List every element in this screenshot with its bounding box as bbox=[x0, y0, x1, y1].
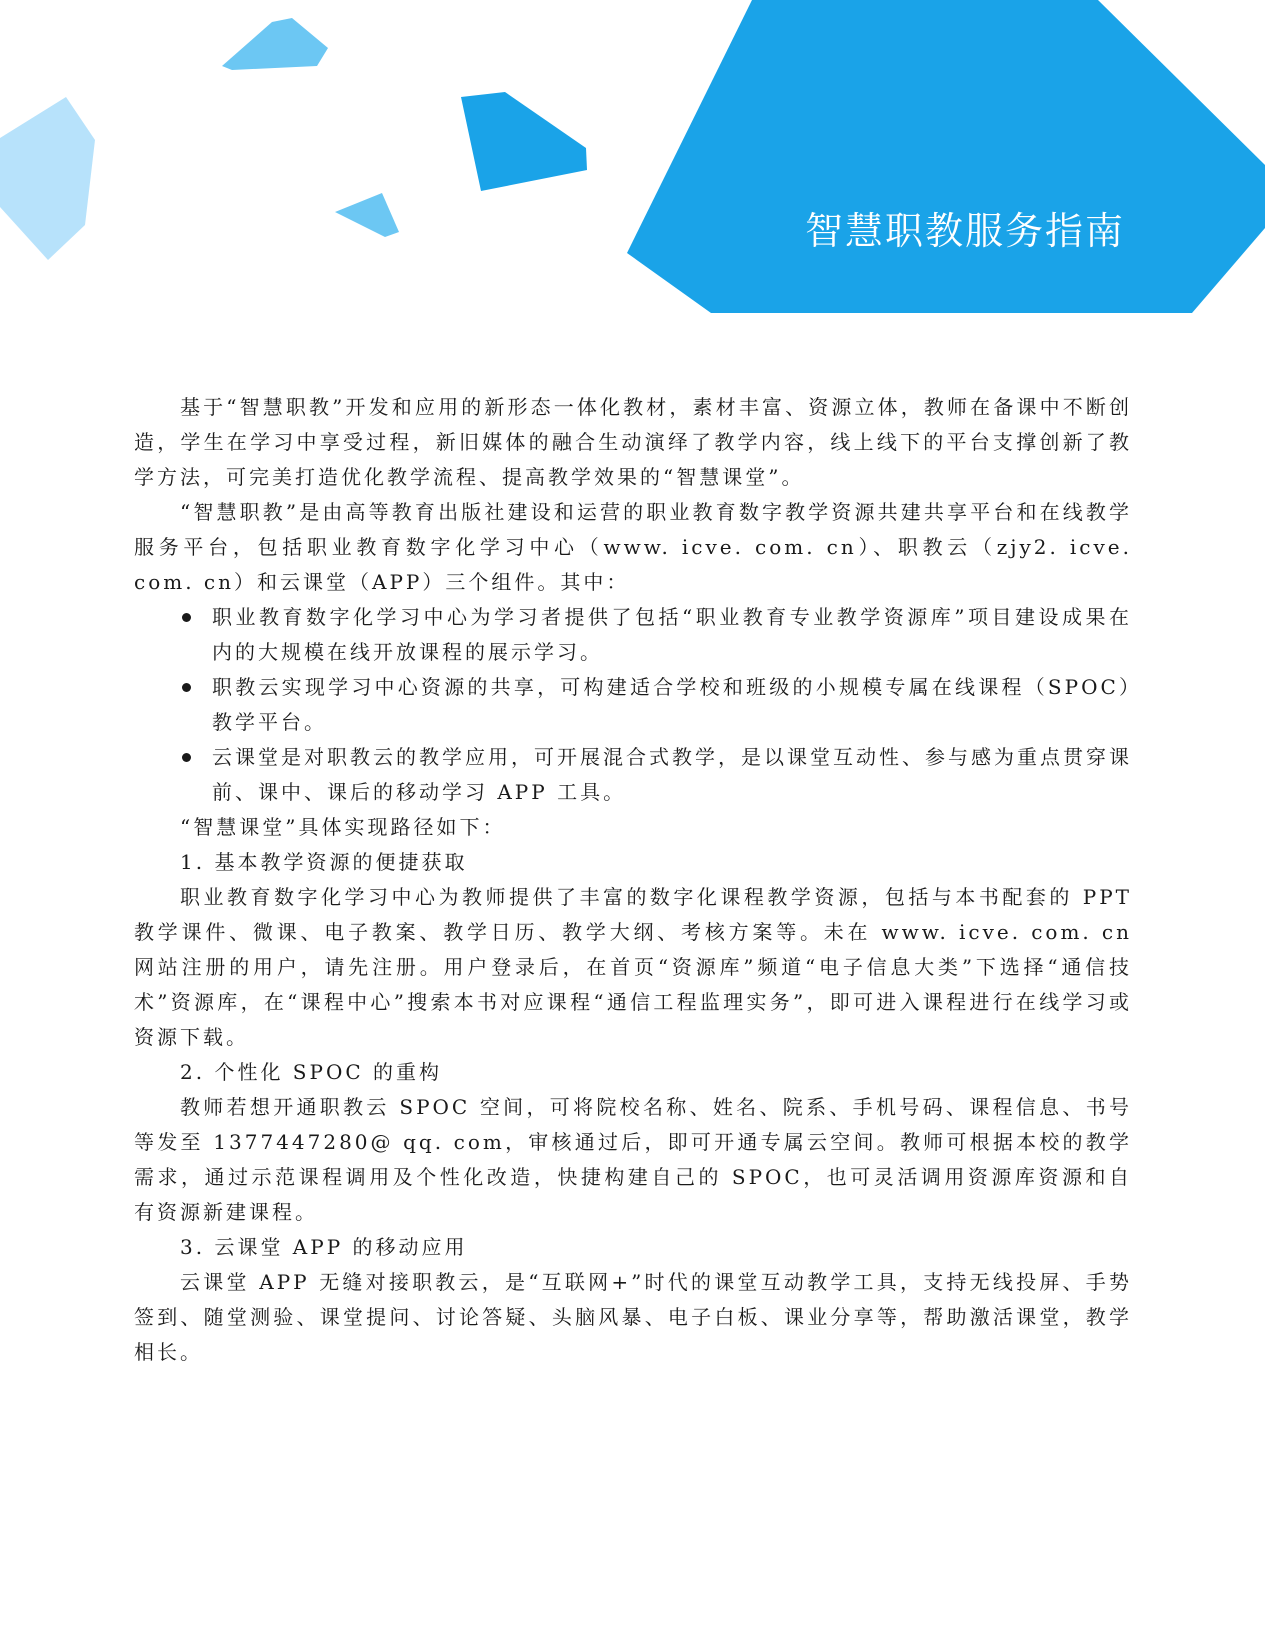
section-heading-2: 2. 个性化 SPOC 的重构 bbox=[180, 1060, 443, 1084]
section-heading-3: 3. 云课堂 APP 的移动应用 bbox=[180, 1235, 468, 1259]
path-intro: “智慧课堂”具体实现路径如下： bbox=[180, 815, 506, 839]
blue-banner-shape bbox=[627, 0, 1265, 313]
pale-crystal-shape bbox=[0, 97, 95, 260]
light-crystal-shape-small bbox=[335, 193, 399, 237]
document-body bbox=[134, 390, 1132, 1370]
list-item: 云课堂是对职教云的教学应用，可开展混合式教学，是以课堂互动性、参与感为重点贯穿课前、课中、课后的移动学习 APP 工具。 bbox=[212, 740, 1132, 810]
list-item: 职业教育数字化学习中心为学习者提供了包括“职业教育专业教学资源库”项目建设成果在内的大规模在线开放课程的展示学习。 bbox=[212, 600, 1132, 670]
section-body-3: 云课堂 APP 无缝对接职教云，是“互联网+”时代的课堂互动教学工具，支持无线投屏、手势签到、随堂测验、课堂提问、讨论答疑、头脑风暴、电子白板、课业分享等，帮助激活课堂，教学相长。 bbox=[134, 1270, 1132, 1364]
section-heading-1: 1. 基本教学资源的便捷获取 bbox=[180, 850, 468, 874]
section-body-2: 教师若想开通职教云 SPOC 空间，可将院校名称、姓名、院系、手机号码、课程信息、书号等发至 1377447280@ qq. com，审核通过后，即可开通专属云空间。教师可根据本校的教学需求，通过示范课程调用及个性化改造，快捷构建自己的 SPOC，也可灵活调用资源库资源和自有资源新建课程。 bbox=[134, 1095, 1132, 1224]
section-body-1: 职业教育数字化学习中心为教师提供了丰富的数字化课程教学资源，包括与本书配套的 PPT 教学课件、微课、电子教案、教学日历、教学大纲、考核方案等。未在 www. icve. com. cn 网站注册的用户，请先注册。用户登录后，在首页“资源库”频道“电子信息大类”下选择“通信技术”资源库，在“课程中心”搜索本书对应课程“通信工程监理实务”，即可进入课程进行在线学习或资源下载。 bbox=[134, 885, 1132, 1049]
component-list bbox=[134, 600, 1132, 810]
intro-paragraph-2: “智慧职教”是由高等教育出版社建设和运营的职业教育数字教学资源共建共享平台和在线教学服务平台，包括职业教育数字化学习中心（www. icve. com. cn）、职教云（zjy2. icve. com. cn）和云课堂（APP）三个组件。其中： bbox=[134, 500, 1132, 594]
bright-crystal-shape bbox=[461, 92, 587, 191]
guide-title: 智慧职教服务指南 bbox=[805, 209, 1126, 253]
light-crystal-shape-top bbox=[222, 18, 328, 70]
intro-paragraph-1: 基于“智慧职教”开发和应用的新形态一体化教材，素材丰富、资源立体，教师在备课中不断创造，学生在学习中享受过程，新旧媒体的融合生动演绎了教学内容，线上线下的平台支撑创新了教学方法，可完美打造优化教学流程、提高教学效果的“智慧课堂”。 bbox=[134, 395, 1132, 489]
list-item: 职教云实现学习中心资源的共享，可构建适合学校和班级的小规模专属在线课程（SPOC）教学平台。 bbox=[212, 670, 1132, 740]
header-decoration bbox=[0, 0, 1265, 320]
